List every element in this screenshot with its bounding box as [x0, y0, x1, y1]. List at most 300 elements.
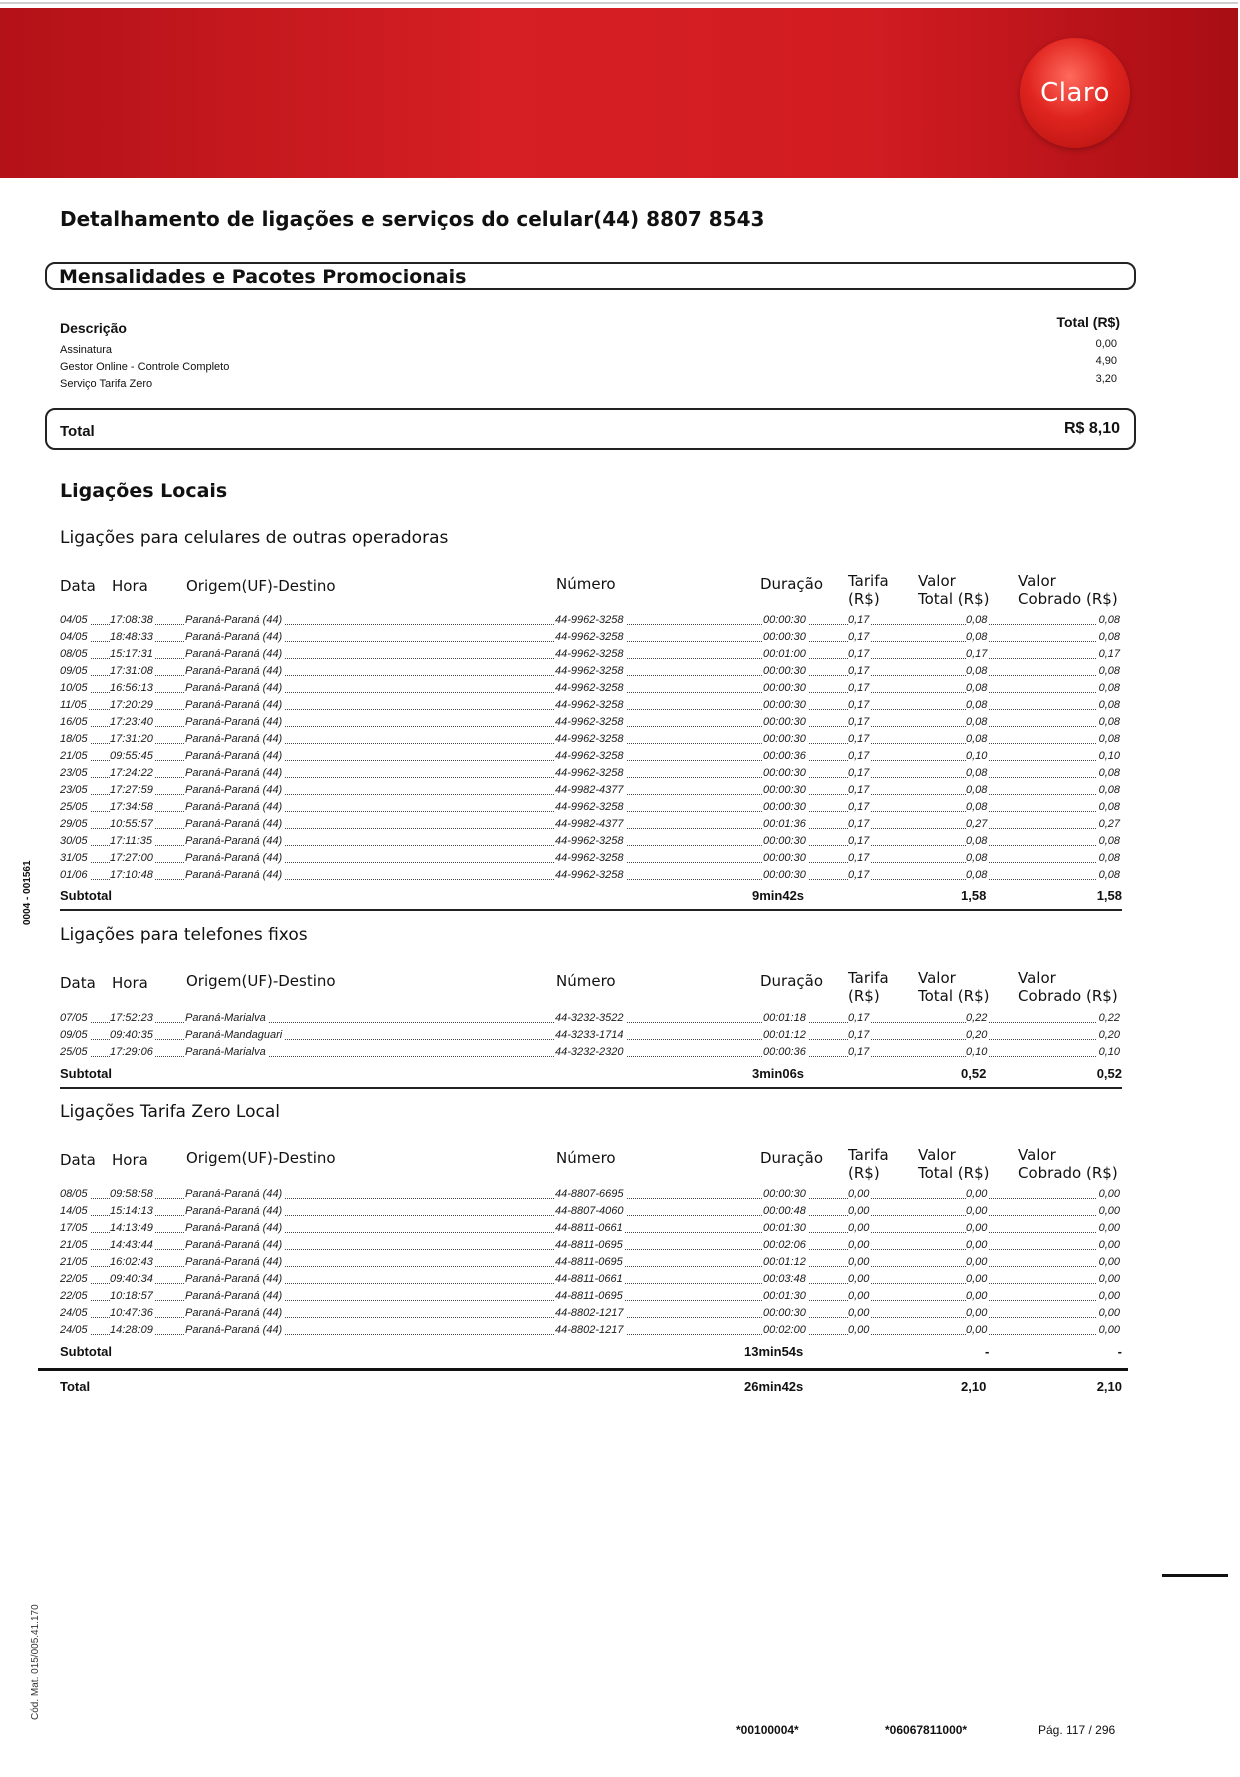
call-date: 21/05: [60, 1239, 88, 1251]
material-code: Cód. Mat. 015/005.41.170: [30, 1604, 41, 1720]
call-rate: 0,00: [848, 1307, 870, 1319]
col-numero: Número: [556, 972, 616, 990]
call-route: Paraná-Paraná (44): [185, 767, 283, 779]
call-date: 18/05: [60, 733, 88, 745]
call-date: 25/05: [60, 1046, 88, 1058]
fixos-subtotal: Subtotal 3min06s 0,52 0,52: [60, 1066, 1122, 1081]
footer-code-2: *06067811000*: [885, 1723, 968, 1737]
call-row: [60, 698, 1122, 715]
call-date: 09/05: [60, 665, 88, 677]
call-total: 0,08: [966, 682, 988, 694]
call-total: 0,00: [966, 1256, 988, 1268]
call-rate: 0,17: [848, 1046, 870, 1058]
call-date: 23/05: [60, 767, 88, 779]
call-number: 44-9962-3258: [555, 835, 624, 847]
call-number: 44-9962-3258: [555, 614, 624, 626]
call-date: 14/05: [60, 1205, 88, 1217]
call-total: 0,08: [966, 835, 988, 847]
call-duration: 00:00:30: [763, 682, 806, 694]
call-charged: 0,22: [1098, 1012, 1120, 1024]
page-number: Pág. 117 / 296: [1038, 1723, 1116, 1737]
call-time: 17:27:59: [110, 784, 153, 796]
call-rate: 0,00: [848, 1273, 870, 1285]
call-charged: 0,08: [1098, 784, 1120, 796]
call-row: [60, 868, 1122, 885]
col-tarifa: Tarifa (R$): [848, 572, 889, 608]
col-numero: Número: [556, 1149, 616, 1167]
call-time: 14:13:49: [110, 1222, 153, 1234]
call-row: [60, 800, 1122, 817]
mensalidades-header-box: [45, 262, 1136, 290]
call-total: 0,08: [966, 784, 988, 796]
call-route: Paraná-Paraná (44): [185, 1307, 283, 1319]
fee-value: 4,90: [1095, 355, 1117, 367]
call-date: 25/05: [60, 801, 88, 813]
call-date: 29/05: [60, 818, 88, 830]
call-date: 16/05: [60, 716, 88, 728]
logo-text: Claro: [1040, 78, 1110, 108]
call-route: Paraná-Paraná (44): [185, 733, 283, 745]
call-time: 15:17:31: [110, 648, 153, 660]
call-charged: 0,10: [1098, 750, 1120, 762]
call-charged: 0,00: [1098, 1239, 1120, 1251]
call-duration: 00:00:30: [763, 784, 806, 796]
call-date: 01/06: [60, 869, 88, 881]
call-date: 09/05: [60, 1029, 88, 1041]
call-charged: 0,00: [1098, 1290, 1120, 1302]
call-route: Paraná-Paraná (44): [185, 1273, 283, 1285]
call-rate: 0,17: [848, 716, 870, 728]
call-duration: 00:01:12: [763, 1256, 806, 1268]
desc-column-header: Descrição: [60, 320, 127, 336]
call-date: 17/05: [60, 1222, 88, 1234]
call-number: 44-9962-3258: [555, 852, 624, 864]
call-date: 24/05: [60, 1324, 88, 1336]
call-route: Paraná-Paraná (44): [185, 648, 283, 660]
call-time: 16:56:13: [110, 682, 153, 694]
col-duracao: Duração: [760, 575, 824, 593]
call-duration: 00:01:18: [763, 1012, 806, 1024]
tarifa-zero-rows: [60, 1187, 1122, 1340]
call-rate: 0,17: [848, 699, 870, 711]
top-rule: [0, 2, 1238, 4]
call-route: Paraná-Paraná (44): [185, 750, 283, 762]
call-number: 44-8802-1217: [555, 1307, 624, 1319]
call-rate: 0,17: [848, 1029, 870, 1041]
call-row: [60, 715, 1122, 732]
tarifa-zero-heading: Ligações Tarifa Zero Local: [60, 1102, 280, 1122]
call-rate: 0,17: [848, 818, 870, 830]
call-row: [60, 834, 1122, 851]
call-time: 10:47:36: [110, 1307, 153, 1319]
call-row: [60, 681, 1122, 698]
call-duration: 00:00:30: [763, 716, 806, 728]
call-time: 17:29:06: [110, 1046, 153, 1058]
call-route: Paraná-Paraná (44): [185, 835, 283, 847]
call-total: 0,22: [966, 1012, 988, 1024]
call-number: 44-9962-3258: [555, 648, 624, 660]
call-number: 44-8811-0695: [555, 1256, 623, 1268]
call-route: Paraná-Paraná (44): [185, 1256, 283, 1268]
fixos-rows: [60, 1011, 1122, 1062]
call-total: 0,08: [966, 852, 988, 864]
call-charged: 0,08: [1098, 835, 1120, 847]
call-number: 44-9962-3258: [555, 665, 624, 677]
call-route: Paraná-Paraná (44): [185, 1222, 283, 1234]
call-row: [60, 783, 1122, 800]
call-route: Paraná-Paraná (44): [185, 1290, 283, 1302]
call-charged: 0,17: [1098, 648, 1120, 660]
col-hora: Hora: [112, 974, 148, 992]
call-row: [60, 766, 1122, 783]
call-time: 09:55:45: [110, 750, 153, 762]
call-number: 44-8811-0695: [555, 1239, 623, 1251]
call-route: Paraná-Paraná (44): [185, 852, 283, 864]
call-route: Paraná-Paraná (44): [185, 614, 283, 626]
call-charged: 0,00: [1098, 1205, 1120, 1217]
call-route: Paraná-Paraná (44): [185, 784, 283, 796]
call-rate: 0,17: [848, 648, 870, 660]
call-duration: 00:00:30: [763, 852, 806, 864]
call-date: 22/05: [60, 1290, 88, 1302]
call-time: 17:11:35: [110, 835, 153, 847]
col-origem: Origem(UF)-Destino: [186, 1149, 336, 1167]
call-route: Paraná-Paraná (44): [185, 1324, 283, 1336]
call-number: 44-8811-0661: [555, 1222, 623, 1234]
call-duration: 00:00:36: [763, 1046, 806, 1058]
call-number: 44-9962-3258: [555, 716, 624, 728]
call-row: [60, 647, 1122, 664]
call-time: 17:08:38: [110, 614, 153, 626]
col-data: Data: [60, 577, 96, 595]
call-number: 44-9962-3258: [555, 733, 624, 745]
call-total: 0,00: [966, 1324, 988, 1336]
celulares-subtotal: Subtotal 9min42s 1,58 1,58: [60, 888, 1122, 903]
call-total: 0,10: [966, 750, 988, 762]
section-rule: [60, 1087, 1122, 1089]
call-duration: 00:00:30: [763, 801, 806, 813]
col-hora: Hora: [112, 577, 148, 595]
call-number: 44-3232-3522: [555, 1012, 624, 1024]
call-rate: 0,00: [848, 1239, 870, 1251]
document-title: Detalhamento de ligações e serviços do celular(44) 8807 8543: [60, 207, 765, 231]
call-date: 10/05: [60, 682, 88, 694]
call-total: 0,08: [966, 614, 988, 626]
call-duration: 00:02:06: [763, 1239, 806, 1251]
call-row: [60, 1045, 1122, 1062]
call-date: 30/05: [60, 835, 88, 847]
call-duration: 00:01:00: [763, 648, 806, 660]
call-charged: 0,08: [1098, 631, 1120, 643]
call-total: 0,00: [966, 1290, 988, 1302]
call-duration: 00:00:30: [763, 869, 806, 881]
call-time: 10:18:57: [110, 1290, 153, 1302]
call-route: Paraná-Mandaguari: [185, 1029, 283, 1041]
call-number: 44-3233-1714: [555, 1029, 624, 1041]
col-duracao: Duração: [760, 1149, 824, 1167]
call-total: 0,08: [966, 631, 988, 643]
claro-logo: [1020, 38, 1130, 148]
call-number: 44-9962-3258: [555, 682, 624, 694]
call-rate: 0,17: [848, 767, 870, 779]
locais-total: Total 26min42s 2,10 2,10: [60, 1379, 1122, 1394]
call-row: [60, 1255, 1122, 1272]
call-charged: 0,08: [1098, 716, 1120, 728]
side-code: 0004 - 001561: [22, 860, 33, 925]
call-row: [60, 851, 1122, 868]
call-rate: 0,17: [848, 869, 870, 881]
col-valor-total: Valor Total (R$): [918, 969, 990, 1005]
call-row: [60, 1306, 1122, 1323]
call-number: 44-8802-1217: [555, 1324, 624, 1336]
call-total: 0,10: [966, 1046, 988, 1058]
call-total: 0,08: [966, 665, 988, 677]
fixos-heading: Ligações para telefones fixos: [60, 925, 308, 945]
call-date: 04/05: [60, 631, 88, 643]
col-data: Data: [60, 1151, 96, 1169]
call-duration: 00:00:30: [763, 614, 806, 626]
call-row: [60, 1204, 1122, 1221]
call-time: 10:55:57: [110, 818, 153, 830]
col-valor-cobrado: Valor Cobrado (R$): [1018, 1146, 1118, 1182]
call-time: 14:43:44: [110, 1239, 153, 1251]
col-duracao: Duração: [760, 972, 824, 990]
call-total: 0,00: [966, 1273, 988, 1285]
call-row: [60, 1221, 1122, 1238]
call-time: 16:02:43: [110, 1256, 153, 1268]
mensalidades-total-box: [45, 408, 1136, 450]
call-total: 0,08: [966, 699, 988, 711]
footer-code-1: *00100004*: [736, 1723, 799, 1737]
call-date: 22/05: [60, 1273, 88, 1285]
call-route: Paraná-Paraná (44): [185, 801, 283, 813]
call-rate: 0,17: [848, 665, 870, 677]
col-numero: Número: [556, 575, 616, 593]
call-charged: 0,08: [1098, 767, 1120, 779]
call-number: 44-9962-3258: [555, 631, 624, 643]
tarifa-zero-subtotal: Subtotal 13min54s - -: [60, 1344, 1122, 1359]
call-rate: 0,17: [848, 631, 870, 643]
call-rate: 0,17: [848, 784, 870, 796]
call-duration: 00:00:48: [763, 1205, 806, 1217]
call-time: 17:34:58: [110, 801, 153, 813]
call-date: 23/05: [60, 784, 88, 796]
call-rate: 0,17: [848, 750, 870, 762]
call-number: 44-9962-3258: [555, 869, 624, 881]
call-rate: 0,17: [848, 614, 870, 626]
call-rate: 0,17: [848, 852, 870, 864]
call-charged: 0,10: [1098, 1046, 1120, 1058]
call-rate: 0,17: [848, 733, 870, 745]
header-banner: [0, 8, 1238, 178]
col-hora: Hora: [112, 1151, 148, 1169]
call-duration: 00:00:30: [763, 835, 806, 847]
call-row: [60, 1289, 1122, 1306]
locais-heading: Ligações Locais: [60, 480, 228, 502]
call-total: 0,08: [966, 733, 988, 745]
col-valor-total: Valor Total (R$): [918, 1146, 990, 1182]
call-time: 17:23:40: [110, 716, 153, 728]
call-route: Paraná-Paraná (44): [185, 699, 283, 711]
call-date: 21/05: [60, 1256, 88, 1268]
call-duration: 00:00:30: [763, 699, 806, 711]
call-row: [60, 749, 1122, 766]
call-date: 21/05: [60, 750, 88, 762]
call-rate: 0,17: [848, 835, 870, 847]
call-row: [60, 1272, 1122, 1289]
section-rule: [60, 909, 1122, 911]
call-duration: 00:03:48: [763, 1273, 806, 1285]
call-duration: 00:01:36: [763, 818, 806, 830]
call-charged: 0,00: [1098, 1307, 1120, 1319]
call-date: 04/05: [60, 614, 88, 626]
call-total: 0,00: [966, 1205, 988, 1217]
call-duration: 00:00:30: [763, 631, 806, 643]
call-row: [60, 1011, 1122, 1028]
call-duration: 00:01:12: [763, 1029, 806, 1041]
call-rate: 0,00: [848, 1188, 870, 1200]
call-rate: 0,00: [848, 1256, 870, 1268]
call-route: Paraná-Paraná (44): [185, 665, 283, 677]
call-total: 0,08: [966, 716, 988, 728]
call-time: 09:40:35: [110, 1029, 153, 1041]
call-number: 44-8811-0695: [555, 1290, 623, 1302]
call-charged: 0,20: [1098, 1029, 1120, 1041]
call-number: 44-9982-4377: [555, 818, 624, 830]
call-rate: 0,00: [848, 1205, 870, 1217]
call-route: Paraná-Paraná (44): [185, 1205, 283, 1217]
call-charged: 0,00: [1098, 1188, 1120, 1200]
call-time: 17:10:48: [110, 869, 153, 881]
call-total: 0,08: [966, 869, 988, 881]
call-total: 0,00: [966, 1188, 988, 1200]
call-time: 09:58:58: [110, 1188, 153, 1200]
call-row: [60, 1028, 1122, 1045]
celulares-rows: [60, 613, 1122, 885]
call-row: [60, 1238, 1122, 1255]
call-duration: 00:02:00: [763, 1324, 806, 1336]
call-route: Paraná-Paraná (44): [185, 869, 283, 881]
call-total: 0,20: [966, 1029, 988, 1041]
call-charged: 0,08: [1098, 665, 1120, 677]
call-number: 44-8807-4060: [555, 1205, 624, 1217]
call-total: 0,00: [966, 1222, 988, 1234]
call-rate: 0,17: [848, 801, 870, 813]
call-row: [60, 1323, 1122, 1340]
call-duration: 00:00:30: [763, 665, 806, 677]
call-number: 44-8807-6695: [555, 1188, 624, 1200]
call-charged: 0,00: [1098, 1273, 1120, 1285]
call-time: 17:24:22: [110, 767, 153, 779]
call-route: Paraná-Paraná (44): [185, 818, 283, 830]
call-time: 09:40:34: [110, 1273, 153, 1285]
fee-desc: Gestor Online - Controle Completo: [60, 361, 230, 373]
fee-desc: Assinatura: [60, 344, 112, 356]
col-valor-cobrado: Valor Cobrado (R$): [1018, 572, 1118, 608]
call-row: [60, 1187, 1122, 1204]
call-total: 0,08: [966, 801, 988, 813]
call-time: 18:48:33: [110, 631, 153, 643]
call-total: 0,00: [966, 1307, 988, 1319]
col-origem: Origem(UF)-Destino: [186, 972, 336, 990]
call-number: 44-9962-3258: [555, 699, 624, 711]
call-number: 44-9962-3258: [555, 801, 624, 813]
call-row: [60, 817, 1122, 834]
call-charged: 0,08: [1098, 682, 1120, 694]
col-data: Data: [60, 974, 96, 992]
col-origem: Origem(UF)-Destino: [186, 577, 336, 595]
col-tarifa: Tarifa (R$): [848, 1146, 889, 1182]
call-route: Paraná-Paraná (44): [185, 631, 283, 643]
call-rate: 0,17: [848, 1012, 870, 1024]
call-row: [60, 664, 1122, 681]
total-rule: [38, 1368, 1128, 1371]
call-date: 08/05: [60, 648, 88, 660]
call-number: 44-8811-0661: [555, 1273, 623, 1285]
call-route: Paraná-Paraná (44): [185, 682, 283, 694]
call-total: 0,17: [966, 648, 988, 660]
call-number: 44-9962-3258: [555, 750, 624, 762]
call-charged: 0,08: [1098, 852, 1120, 864]
call-time: 17:52:23: [110, 1012, 153, 1024]
call-charged: 0,00: [1098, 1222, 1120, 1234]
call-route: Paraná-Marialva: [185, 1046, 266, 1058]
celulares-heading: Ligações para celulares de outras operadoras: [60, 528, 449, 548]
call-charged: 0,00: [1098, 1256, 1120, 1268]
call-rate: 0,00: [848, 1290, 870, 1302]
call-rate: 0,00: [848, 1324, 870, 1336]
call-charged: 0,08: [1098, 801, 1120, 813]
mensalidades-total-value: R$ 8,10: [1063, 420, 1120, 437]
call-row: [60, 630, 1122, 647]
fee-value: 3,20: [1095, 373, 1117, 385]
call-rate: 0,00: [848, 1222, 870, 1234]
call-number: 44-9982-4377: [555, 784, 624, 796]
col-valor-cobrado: Valor Cobrado (R$): [1018, 969, 1118, 1005]
call-duration: 00:00:30: [763, 1188, 806, 1200]
call-route: Paraná-Marialva: [185, 1012, 266, 1024]
call-date: 31/05: [60, 852, 88, 864]
call-charged: 0,00: [1098, 1324, 1120, 1336]
call-route: Paraná-Paraná (44): [185, 716, 283, 728]
call-route: Paraná-Paraná (44): [185, 1239, 283, 1251]
call-row: [60, 732, 1122, 749]
call-total: 0,08: [966, 767, 988, 779]
call-number: 44-9962-3258: [555, 767, 624, 779]
call-charged: 0,08: [1098, 733, 1120, 745]
call-time: 17:27:00: [110, 852, 153, 864]
fee-value: 0,00: [1095, 338, 1117, 350]
call-row: [60, 613, 1122, 630]
fee-desc: Serviço Tarifa Zero: [60, 378, 153, 390]
call-date: 08/05: [60, 1188, 88, 1200]
call-duration: 00:01:30: [763, 1222, 806, 1234]
call-time: 15:14:13: [110, 1205, 153, 1217]
call-time: 14:28:09: [110, 1324, 153, 1336]
call-total: 0,00: [966, 1239, 988, 1251]
call-duration: 00:00:30: [763, 733, 806, 745]
mensalidades-total-label: Total: [60, 423, 95, 440]
call-date: 24/05: [60, 1307, 88, 1319]
call-number: 44-3232-2320: [555, 1046, 624, 1058]
call-duration: 00:00:30: [763, 1307, 806, 1319]
call-date: 11/05: [60, 699, 87, 711]
call-route: Paraná-Paraná (44): [185, 1188, 283, 1200]
call-time: 17:31:08: [110, 665, 153, 677]
mensalidades-header: Mensalidades e Pacotes Promocionais: [59, 266, 467, 288]
total-column-header: Total (R$): [1056, 314, 1120, 330]
call-time: 17:20:29: [110, 699, 153, 711]
